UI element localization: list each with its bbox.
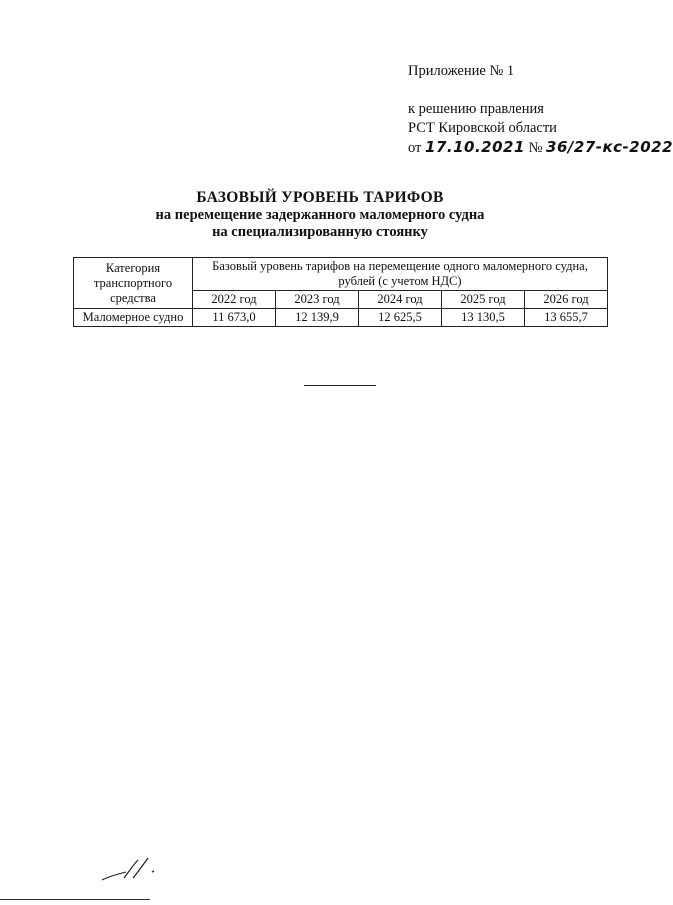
appendix-title: Приложение № 1 — [408, 63, 515, 79]
appendix-number: 36/27-кс-2022 — [546, 138, 673, 156]
header-year: 2024 год — [359, 291, 442, 309]
section-divider — [304, 385, 376, 386]
appendix-from-label: от — [408, 140, 426, 156]
appendix-date-number-line — [408, 138, 673, 158]
row-value: 12 625,5 — [359, 309, 442, 327]
appendix-number-label: № — [524, 140, 547, 156]
appendix-block — [408, 62, 673, 158]
row-value: 11 673,0 — [193, 309, 276, 327]
appendix-decision-line: к решению правления — [408, 101, 544, 117]
row-value: 12 139,9 — [276, 309, 359, 327]
header-year: 2025 год — [442, 291, 525, 309]
header-year: 2022 год — [193, 291, 276, 309]
table-header-row — [74, 258, 608, 291]
appendix-date: 17.10.2021 — [425, 138, 525, 156]
heading-subtitle-2: на специализированную стоянку — [212, 224, 428, 240]
appendix-authority-line: РСТ Кировской области — [408, 120, 557, 136]
row-category: Маломерное судно — [74, 309, 193, 327]
row-value: 13 130,5 — [442, 309, 525, 327]
signature-mark — [100, 852, 190, 884]
header-year: 2026 год — [525, 291, 608, 309]
header-tariff: Базовый уровень тарифов на перемещение одного маломерного судна, рублей (с учетом НДС) — [193, 258, 608, 291]
heading-subtitle-1: на перемещение задержанного маломерного судна — [155, 207, 485, 223]
heading-main: БАЗОВЫЙ УРОВЕНЬ ТАРИФОВ — [196, 189, 444, 206]
table-row — [74, 309, 608, 327]
row-value: 13 655,7 — [525, 309, 608, 327]
header-year: 2023 год — [276, 291, 359, 309]
footer-rule — [0, 899, 150, 900]
tariff-table — [73, 257, 608, 327]
header-category: Категория транспортного средства — [74, 258, 193, 309]
document-heading — [0, 188, 640, 241]
